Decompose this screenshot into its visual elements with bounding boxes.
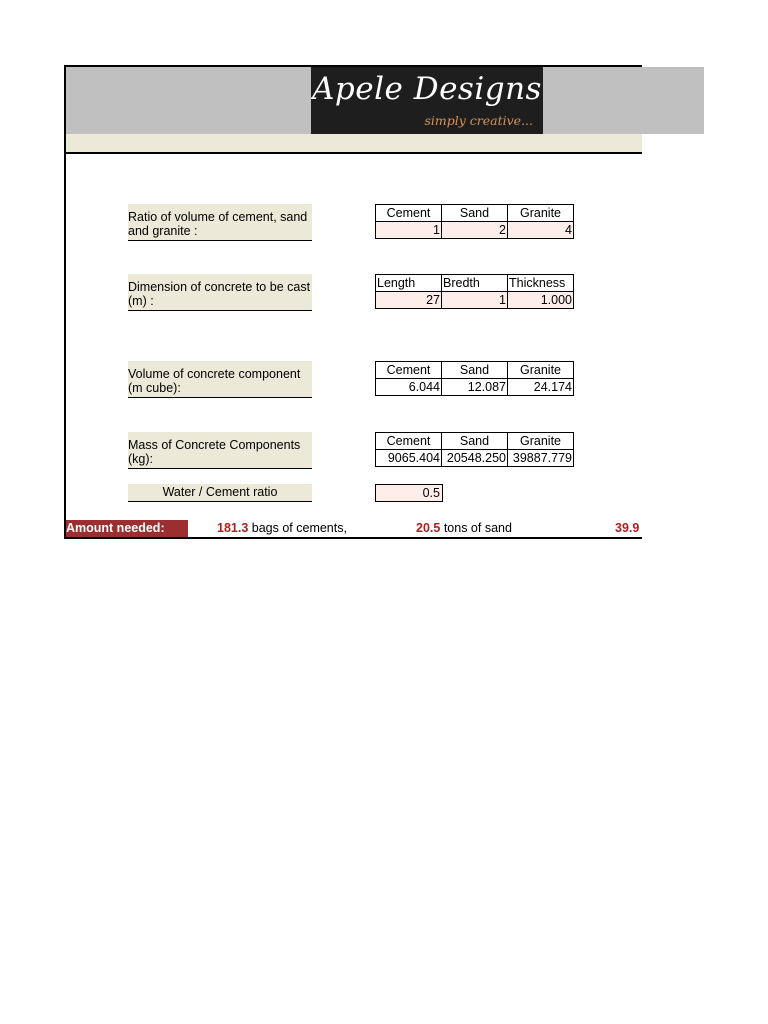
volume-header-cement: Cement [376,362,442,379]
dimension-header-bredth: Bredth [442,275,508,292]
apele-designs-logo [311,67,543,134]
dimension-header-length: Length [376,275,442,292]
header-strip [66,134,642,154]
cement-bags-text: bags of cements, [251,521,347,535]
ratio-table [375,204,574,239]
mass-cement-value: 9065.404 [376,450,442,467]
sand-tons-value: 20.5 [416,521,441,535]
ratio-sand-input[interactable]: 2 [442,222,508,239]
mass-granite-value: 39887.779 [508,450,574,467]
sand-tons-summary [416,520,512,537]
volume-table [375,361,574,396]
dimension-length-input[interactable]: 27 [376,292,442,309]
dimension-header-thickness: Thickness [508,275,574,292]
volume-label: Volume of concrete component (m cube): [128,361,312,398]
dimension-bredth-input[interactable]: 1 [442,292,508,309]
mass-table [375,432,574,467]
mass-header-cement: Cement [376,433,442,450]
cement-bags-value: 181.3 [217,521,249,535]
volume-sand-value: 12.087 [442,379,508,396]
dimension-table [375,274,574,309]
volume-cement-value: 6.044 [376,379,442,396]
volume-granite-value: 24.174 [508,379,574,396]
ratio-header-sand: Sand [442,205,508,222]
logo-title: Apele Designs [312,71,542,107]
water-cement-ratio-label: Water / Cement ratio [128,484,312,502]
mass-header-sand: Sand [442,433,508,450]
mass-sand-value: 20548.250 [442,450,508,467]
volume-header-sand: Sand [442,362,508,379]
water-cement-ratio-input[interactable]: 0.5 [375,484,443,502]
ratio-granite-input[interactable]: 4 [508,222,574,239]
dimension-label: Dimension of concrete to be cast (m) : [128,274,312,311]
ratio-header-granite: Granite [508,205,574,222]
amount-needed-label: Amount needed: [66,520,188,537]
ratio-cement-input[interactable]: 1 [376,222,442,239]
ratio-label: Ratio of volume of cement, sand and granite : [128,204,312,241]
logo-tagline: simply creative... [424,113,533,128]
dimension-thickness-input[interactable]: 1.000 [508,292,574,309]
cement-bags-summary [217,520,347,537]
sand-tons-text: tons of sand [443,521,512,535]
granite-amount-value: 39.9 [615,521,640,535]
mass-header-granite: Granite [508,433,574,450]
ratio-header-cement: Cement [376,205,442,222]
volume-header-granite: Granite [508,362,574,379]
mass-label: Mass of Concrete Components (kg): [128,432,312,469]
